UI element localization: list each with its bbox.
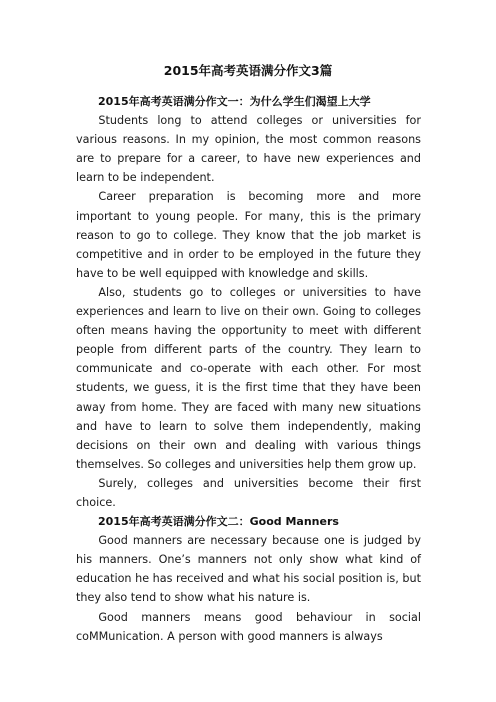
paragraph: Also, students go to colleges or universities to have experiences and learn to live on their own. Going to colleges often means having the opportunity to meet with different people from different parts of the country. They learn to communicate and co-operate with each other. For most students, we guess, it is the first time that they have been away from home. They are faced with many new situations and have to learn to solve them independently, making decisions on their own and dealing with various things themselves. So colleges and universities help them grow up. — [76, 285, 421, 471]
document-title: 2015年高考英语满分作文3篇 — [163, 63, 333, 78]
paragraph: Surely, colleges and universities become their first choice. — [76, 476, 421, 509]
paragraph: Good manners are necessary because one is judged by his manners. One’s manners not only show what kind of education he has received and what his social position is, but they also tend to show what his nature is. — [76, 534, 421, 605]
section-heading: 2015年高考英语满分作文二：Good Manners — [98, 515, 339, 529]
document-body — [76, 92, 421, 646]
paragraph: Career preparation is becoming more and more important to young people. For many, this is the primary reason to go to college. They know that the job market is competitive and in order to be employed in the future they have to be well equipped with knowledge and skills. — [76, 190, 421, 280]
paragraph: Good manners means good behaviour in social coMMunication. A person with good manners is always — [76, 610, 421, 643]
paragraph: Students long to attend colleges or universities for various reasons. In my opinion, the most common reasons are to prepare for a career, to have new experiences and learn to be independent. — [76, 114, 421, 185]
section-heading: 2015年高考英语满分作文一：为什么学生们渴望上大学 — [98, 95, 371, 108]
